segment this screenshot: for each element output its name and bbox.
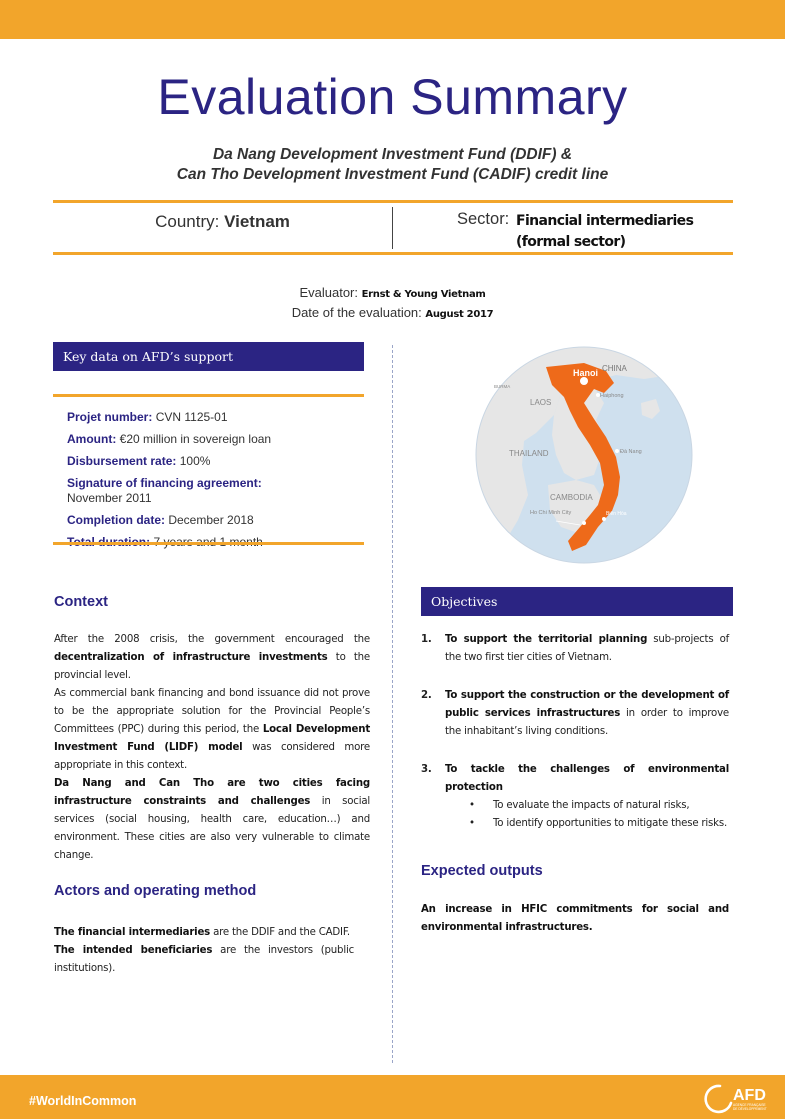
map-label-haiphong: Haiphong xyxy=(600,393,624,399)
evaluator-info xyxy=(0,284,785,324)
key-data-item: Completion date: December 2018 xyxy=(67,513,254,527)
objectives-heading: Objectives xyxy=(421,587,733,616)
objective-item: 3. To tackle the challenges of environmental protection xyxy=(421,764,729,793)
evaluator-label: Evaluator: xyxy=(299,285,358,300)
key-data-rule-top xyxy=(53,394,364,397)
afd-logo-subtext-2: DE DÉVELOPPEMENT xyxy=(733,1107,767,1111)
sector-value-line-1: Financial intermediaries xyxy=(516,213,694,229)
actors-heading: Actors and operating method xyxy=(54,883,257,899)
country-value: Vietnam xyxy=(224,212,290,231)
key-data-item: Signature of financing agreement: November 2011 xyxy=(67,476,262,505)
map-label-danang: Đà Nang xyxy=(620,449,642,455)
sector-value-line-2: (formal sector) xyxy=(516,234,626,250)
expected-outputs-heading: Expected outputs xyxy=(421,863,543,879)
afd-logo-swoosh xyxy=(706,1086,731,1112)
evaluation-date-value: August 2017 xyxy=(425,309,494,320)
hcmc-marker xyxy=(582,521,586,525)
country-label: Country: xyxy=(155,212,220,231)
map-label-bien-hoa: Biên Hòa xyxy=(606,511,627,517)
sector-label: Sector: xyxy=(457,210,510,228)
bien-hoa-marker xyxy=(602,517,606,521)
context-paragraph: As commercial bank financing and bond issuance did not prove to be the appropriate solution for the Provincial People’s Committees (PPC) during this period, the Local Development Investment Fund (LIDF) model was considered more appropriate in this context. xyxy=(54,688,370,771)
bullet-icon: • xyxy=(469,800,475,811)
actors-paragraph: The financial intermediaries are the DDIF and the CADIF. xyxy=(54,927,350,938)
evaluator-value: Ernst & Young Vietnam xyxy=(361,289,486,300)
subtitle-line-2: Can Tho Development Investment Fund (CADIF) credit line xyxy=(176,166,609,183)
context-text xyxy=(54,631,370,865)
key-data-item: Amount: €20 million in sovereign loan xyxy=(67,432,272,446)
top-banner xyxy=(0,0,785,39)
vietnam-locator-map xyxy=(466,345,702,565)
objective-subitem: • To identify opportunities to mitigate these risks. xyxy=(421,815,729,833)
key-data-item: Projet number: CVN 1125-01 xyxy=(67,410,228,424)
key-data-item: Disbursement rate: 100% xyxy=(67,454,211,468)
objectives-list xyxy=(421,631,729,833)
hanoi-marker xyxy=(580,377,588,385)
map-label-thailand: THAILAND xyxy=(509,449,549,458)
country-sector-divider xyxy=(392,207,393,249)
key-data-rule-bottom xyxy=(53,542,364,545)
afd-logo-subtext-1: AGENCE FRANÇAISE xyxy=(733,1103,766,1107)
key-data-heading: Key data on AFD’s support xyxy=(53,342,364,371)
actors-text xyxy=(54,924,354,978)
objective-item: 2. To support the construction or the development of public services infrastructures in order to improve the inhabitant’s living conditions. xyxy=(421,690,729,737)
page-title: Evaluation Summary xyxy=(157,69,628,125)
divider-bottom xyxy=(53,252,733,255)
subtitle-line-1: Da Nang Development Investment Fund (DDIF) & xyxy=(212,146,573,163)
afd-logo xyxy=(703,1081,778,1115)
expected-outputs-text: An increase in HFIC commitments for social and environmental infrastructures. xyxy=(421,904,729,933)
divider-top xyxy=(53,200,733,203)
bullet-icon: • xyxy=(469,818,475,829)
map-label-hcmc: Ho Chi Minh City xyxy=(530,510,572,516)
evaluation-date-label: Date of the evaluation: xyxy=(291,305,422,320)
column-divider xyxy=(392,345,393,1063)
map-label-burma: BURMA xyxy=(494,384,511,389)
context-paragraph: After the 2008 crisis, the government encouraged the decentralization of infrastructure investments to the provincial level. xyxy=(54,634,371,681)
map-label-laos: LAOS xyxy=(530,398,552,407)
page-subtitle xyxy=(0,145,785,185)
hashtag-link[interactable]: #WorldInCommon xyxy=(29,1094,137,1108)
context-heading: Context xyxy=(54,594,108,610)
map-label-hanoi: Hanoi xyxy=(573,368,599,378)
map-label-china: CHINA xyxy=(602,364,627,373)
sector-value xyxy=(516,211,693,253)
afd-logo-text: AFD xyxy=(733,1087,766,1104)
country-field xyxy=(53,212,392,232)
key-data-list xyxy=(67,410,357,557)
objective-subitem: • To evaluate the impacts of natural risks, xyxy=(421,797,729,815)
objective-item: 1. To support the territorial planning sub-projects of the two first tier cities of Vietnam. xyxy=(421,634,729,663)
context-paragraph: Da Nang and Can Tho are two cities facing infrastructure constraints and challenges in social services (social housing, health care, education…) and environment. These cities are also very vulnerable to climate change. xyxy=(54,778,371,861)
actors-paragraph: The intended beneficiaries are the investors (public institutions). xyxy=(54,945,354,974)
danang-marker xyxy=(615,449,619,453)
map-label-cambodia: CAMBODIA xyxy=(550,493,593,502)
